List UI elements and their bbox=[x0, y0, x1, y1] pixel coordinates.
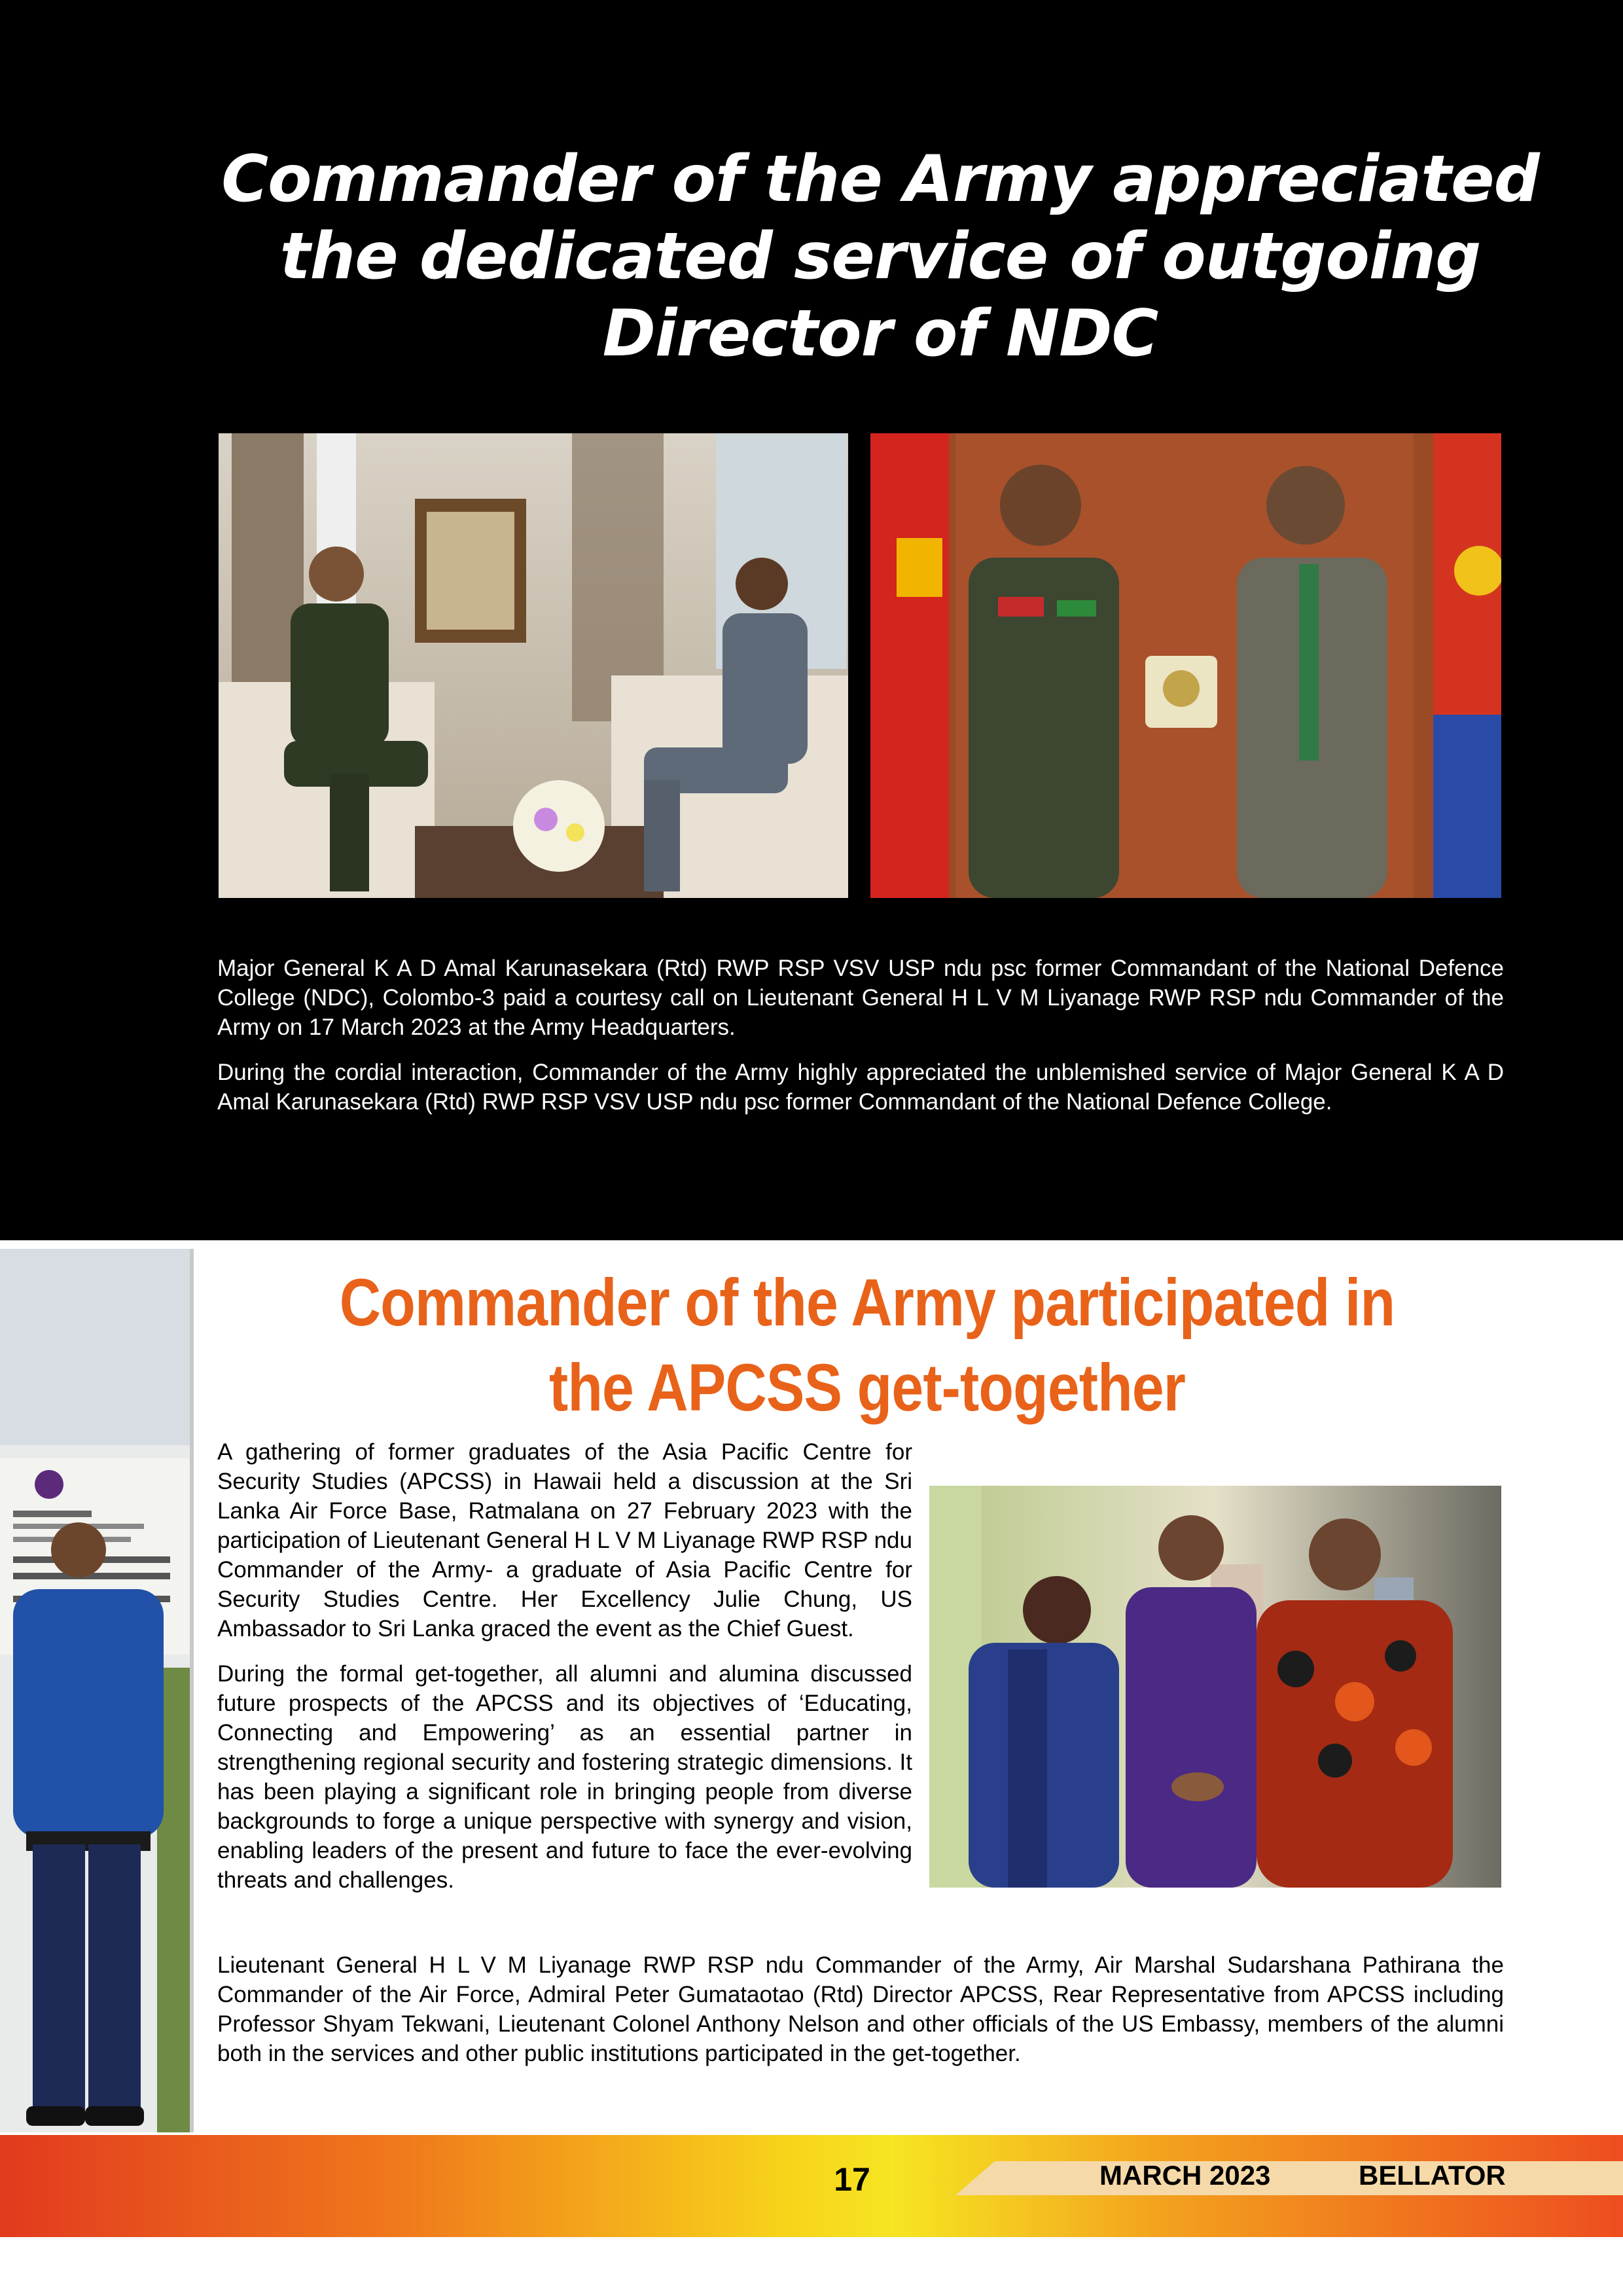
side-photo-officers-mess bbox=[0, 1249, 194, 2132]
page-number: 17 bbox=[834, 2161, 870, 2198]
article1-paragraph-2: During the cordial interaction, Commander of the Army highly appreciated the unblemished service of Major General K A D Amal Karunasekara (Rtd) RWP RSP VSV USP ndu psc former Commandant of the National Defence College. bbox=[217, 1060, 1504, 1115]
article2-title: Commander of the Army participated in the APCSS get-together bbox=[339, 1265, 1395, 1425]
footer-magazine-name: BELLATOR bbox=[1359, 2160, 1506, 2191]
photo-courtesy-call-seated bbox=[219, 433, 848, 898]
photo-apcss-handshake bbox=[929, 1486, 1501, 1888]
article2-paragraph-2: During the formal get-together, all alumni and alumina discussed future prospects of the APCSS and its objectives of ‘Educating, Connecting and Empowering’ as an essential partner in strengthening regional security and fostering strategic dimensions. It has been playing a significant role in bringing people from diverse backgrounds to forge a unique perspective with synergy and vision, enabling leaders of the present and future to face the ever-evolving threats and challenges. bbox=[217, 1661, 912, 1893]
article2-body bbox=[217, 1437, 912, 1910]
article2-closing-paragraph: Lieutenant General H L V M Liyanage RWP RSP ndu Commander of the Army, Air Marshal Sudarshana Pathirana the Commander of the Air Force, Admiral Peter Gumataotao (Rtd) Director APCSS, Rear Representative from APCSS including Professor Shyam Tekwani, Lieutenant Colonel Anthony Nelson and other officials of the US Embassy, members of the alumni both in the services and other public institutions participated in the get-together. bbox=[217, 1952, 1504, 2066]
article1-body bbox=[217, 954, 1504, 1132]
photo-memento-presentation bbox=[870, 433, 1501, 898]
article1-title: Commander of the Army appreciated the dedicated service of outgoing Director of NDC bbox=[221, 142, 1539, 371]
article2-paragraph-1: A gathering of former graduates of the Asia Pacific Centre for Security Studies (APCSS) in Hawaii held a discussion at the Sri Lanka Air Force Base, Ratmalana on 27 February 2023 with the participation of Lieutenant General H L V M Liyanage RWP RSP ndu Commander of the Army- a graduate of Asia Pacific Centre for Security Studies Centre. Her Excellency Julie Chung, US Ambassador to Sri Lanka graced the event as the Chief Guest. bbox=[217, 1439, 912, 1641]
article1-paragraph-1: Major General K A D Amal Karunasekara (Rtd) RWP RSP VSV USP ndu psc former Commandant of the National Defence College (NDC), Colombo-3 paid a courtesy call on Lieutenant General H L V M Liyanage RWP RSP ndu Commander of the Army on 17 March 2023 at the Army Headquarters. bbox=[217, 956, 1504, 1040]
footer-band bbox=[955, 2161, 1623, 2195]
footer-issue-date: MARCH 2023 bbox=[1099, 2160, 1271, 2191]
